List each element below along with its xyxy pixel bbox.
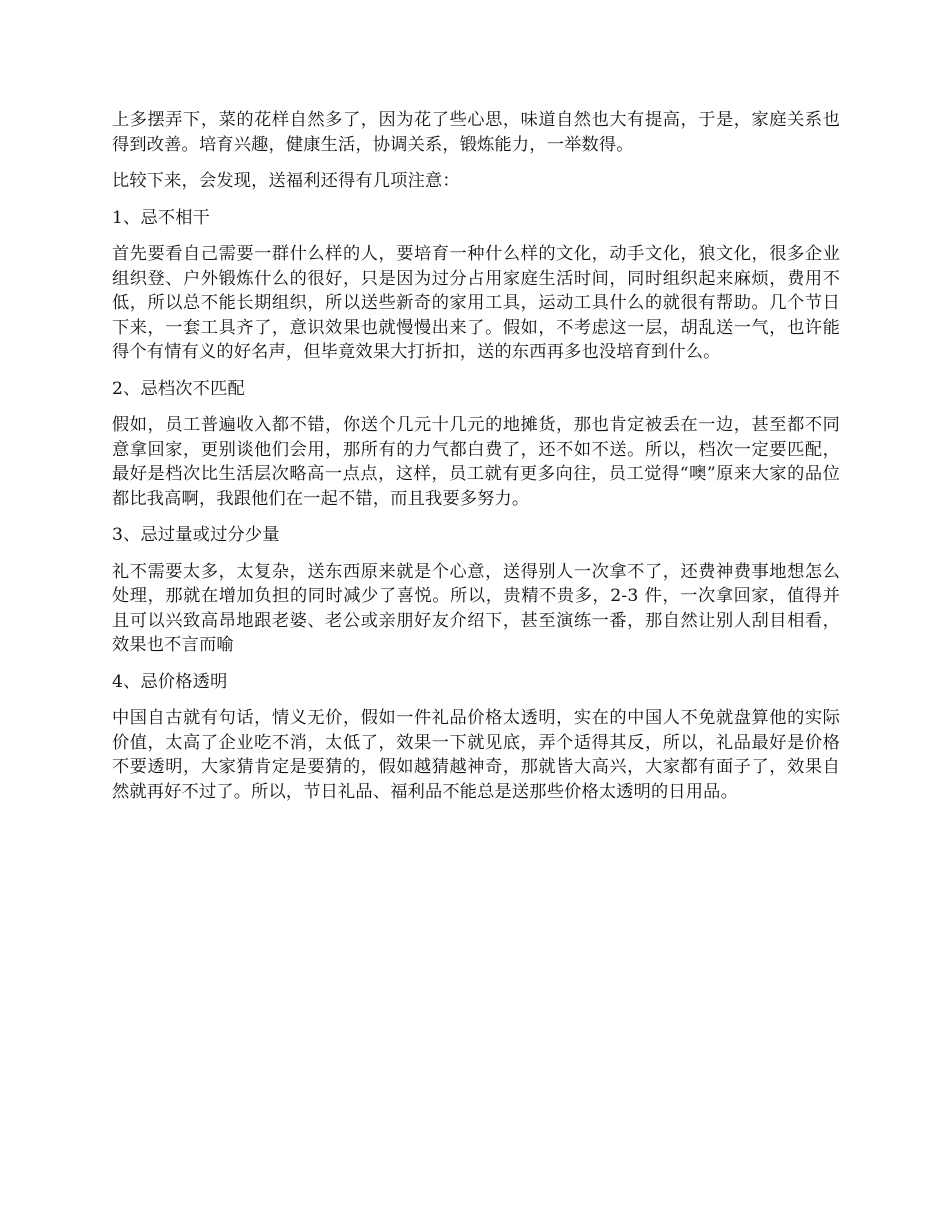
section-body-4: 中国自古就有句话，情义无价，假如一件礼品价格太透明，实在的中国人不免就盘算他的实际价值，太高了企业吃不消，太低了，效果一下就见底，弄个适得其反，所以，礼品最好是价格不要透明，大家猜肯定是要猜的，假如越猜越神奇，那就皆大高兴，大家都有面子了，效果自然就再好不过了。所以，节日礼品、福利品不能总是送那些价格太透明的日用品。 xyxy=(112,708,840,802)
section-body-3: 礼不需要太多，太复杂，送东西原来就是个心意，送得别人一次拿不了，还费神费事地想怎么处理，那就在增加负担的同时减少了喜悦。所以，贵精不贵多，2-3 件，一次拿回家，值得并且可以兴致高昂地跟老婆、老公或亲朋好友介绍下，甚至演练一番，那自然让别人刮目相看，效果也不言而喻 xyxy=(112,561,840,655)
section-heading-3: 3、忌过量或过分少量 xyxy=(112,525,280,545)
section-heading-2: 2、忌档次不匹配 xyxy=(112,378,245,399)
section-heading-1: 1、忌不相干 xyxy=(112,207,211,228)
section-body-1: 首先要看自己需要一群什么样的人，要培育一种什么样的文化，动手文化，狼文化，很多企业组织登、户外锻炼什么的很好，只是因为过分占用家庭生活时间，同时组织起来麻烦，费用不低，所以总不能长期组织，所以送些新奇的家用工具，运动工具什么的就很有帮助。几个节日下来，一套工具齐了，意识效果也就慢慢出来了。假如，不考虑这一层，胡乱送一气，也许能得个有情有义的好名声，但毕竟效果大打折扣，送的东西再多也没培育到什么。 xyxy=(112,244,840,362)
document-page xyxy=(112,108,840,816)
section-body-2: 假如，员工普遍收入都不错，你送个几元十几元的地摊货，那也肯定被丢在一边，甚至都不同意拿回家，更别谈他们会用，那所有的力气都白费了，还不如不送。所以，档次一定要匹配，最好是档次比生活层次略高一点点，这样，员工就有更多向往，员工觉得“噢”原来大家的品位都比我高啊，我跟他们在一起不错，而且我要多努力。 xyxy=(112,415,840,509)
section-heading-4: 4、忌价格透明 xyxy=(112,671,228,692)
summary-paragraph: 比较下来，会发现，送福利还得有几项注意： xyxy=(112,171,460,191)
intro-paragraph: 上多摆弄下，菜的花样自然多了，因为花了些心思，味道自然也大有提高，于是，家庭关系也得到改善。培育兴趣，健康生活，协调关系，锻炼能力，一举数得。 xyxy=(112,110,840,155)
